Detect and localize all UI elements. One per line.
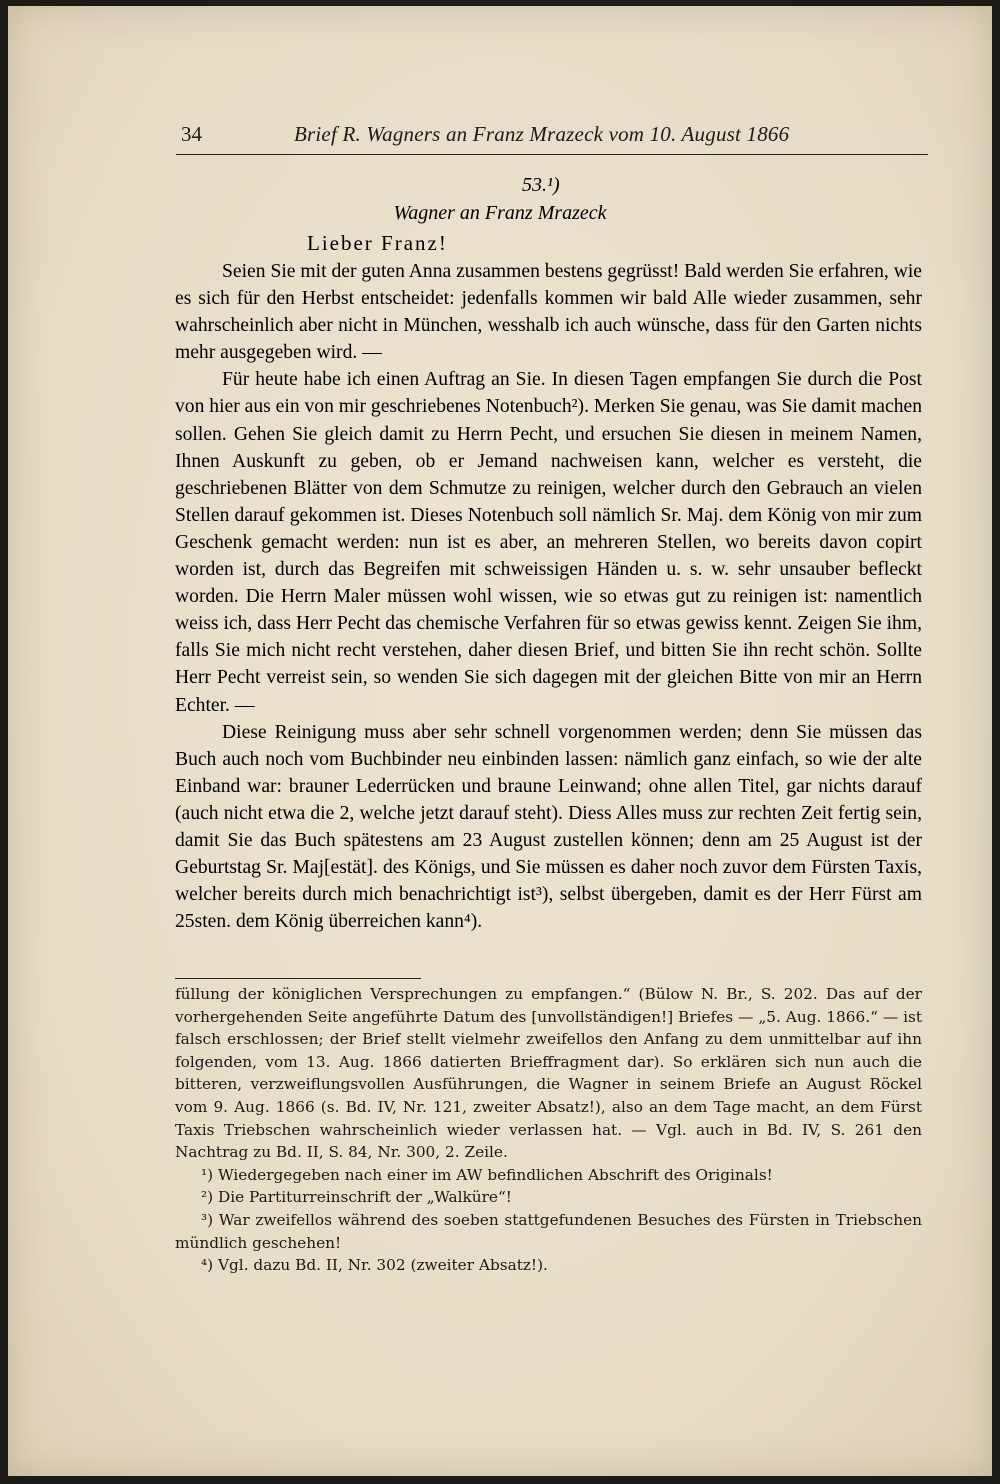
running-title: Brief R. Wagners an Franz Mrazeck vom 10. August 1866 xyxy=(294,122,790,146)
footnote-3: ³) War zweifellos während des soeben stattgefundenen Besuches des Fürsten in Triebschen mündlich geschehen! xyxy=(175,1210,922,1252)
letter-title: Wagner an Franz Mrazeck xyxy=(393,202,607,224)
footnote-rule xyxy=(175,978,421,979)
body-paragraph: Für heute habe ich einen Auftrag an Sie. In diesen Tagen empfangen Sie durch die Post von hier aus ein von mir geschriebenes Notenbuch²). Merken Sie genau, was Sie damit machen sollen. Gehen Sie gleich damit zu Herrn Pecht, und ersuchen Sie diesen in meinem Namen, Ihnen Auskunft zu geben, ob er Jemand nachweisen kann, welcher es versteht, die geschriebenen Blätter von dem Schmutze zu reinigen, welcher durch den Gebrauch an vielen Stellen darauf gekommen ist. Dieses Notenbuch soll nämlich Sr. Maj. dem König von mir zum Geschenk gemacht werden: nun ist es aber, an mehreren Stellen, wo bereits davon copirt worden ist, durch das Begreifen mit schweissigen Händen u. s. w. sehr unsauber befleckt worden. Die Herrn Maler müssen wohl wissen, wie so etwas gut zu reinigen ist: namentlich weiss ich, dass Herr Pecht das chemische Verfahren für so etwas gewiss kennt. Zeigen Sie ihm, falls Sie mich nicht recht verstehen, daher diesen Brief, und bitten Sie ihn recht schön. Sollte Herr Pecht verreist sein, so wenden Sie sich dagegen mit der gleichen Bitte von mir an Herrn Echter. — xyxy=(175,369,922,716)
footnote-4: ⁴) Vgl. dazu Bd. II, Nr. 302 (zweiter Absatz!). xyxy=(201,1256,548,1275)
footnotes xyxy=(175,983,922,1277)
salutation: Lieber Franz! xyxy=(307,231,448,255)
footnote-1: ¹) Wiedergegeben nach einer im AW befindlichen Abschrift des Originals! xyxy=(201,1165,773,1184)
letter-number: 53.¹) xyxy=(522,174,560,196)
footnote-continuation: füllung der königlichen Versprechungen zu empfangen.“ (Bülow N. Br., S. 202. Das auf der vorhergehenden Seite angeführte Datum des [unvollständigen!] Briefes — „5. Aug. 1866.“ — ist falsch erschlossen; der Brief stellt vielmehr zweifellos den Anfang zu dem unmittelbar auf ihn folgenden, vom 13. Aug. 1866 datierten Brieffragment dar). So erklären sich nun auch die bitteren, verzweiflungsvollen Ausführungen, die Wagner in seinem Briefe an August Röckel vom 9. Aug. 1866 (s. Bd. IV, Nr. 121, zweiter Absatz!), also an dem Tage macht, an dem Fürst Taxis Triebschen wahrscheinlich wieder verlassen hat. — Vgl. auch in Bd. IV, S. 261 den Nachtrag zu Bd. II, S. 84, Nr. 300, 2. Zeile. xyxy=(175,985,922,1162)
body-paragraph: Seien Sie mit der guten Anna zusammen bestens gegrüsst! Bald werden Sie erfahren, wie es sich für den Herbst entscheidet: jedenfalls kommen wir bald Alle wieder zusammen, sehr wahrscheinlich aber nicht in München, wesshalb ich auch wünsche, dass für den Garten nichts mehr ausgegeben wird. — xyxy=(175,261,922,364)
letter-body xyxy=(175,258,922,935)
body-paragraph: Diese Reinigung muss aber sehr schnell vorgenommen werden; denn Sie müssen das Buch auch noch vom Buchbinder neu einbinden lassen: nämlich ganz einfach, so wie der alte Einband war: brauner Lederrücken und braune Leinwand; ohne allen Titel, gar nichts darauf (auch nicht etwa die 2, welche jetzt darauf steht). Diess Alles muss zur rechten Zeit fertig sein, damit Sie das Buch spätestens am 23 August zustellen können; denn am 25 August ist der Geburtstag Sr. Maj[estät]. des Königs, und Sie müssen es daher noch zuvor dem Fürsten Taxis, welcher bereits durch mich benachrichtigt ist³), selbst übergeben, damit es der Herr Fürst am 25sten. dem König überreichen kann⁴). xyxy=(175,721,922,933)
footnote-2: ²) Die Partiturreinschrift der „Walküre“! xyxy=(201,1188,512,1207)
page-number: 34 xyxy=(181,122,202,146)
running-header xyxy=(176,122,928,155)
